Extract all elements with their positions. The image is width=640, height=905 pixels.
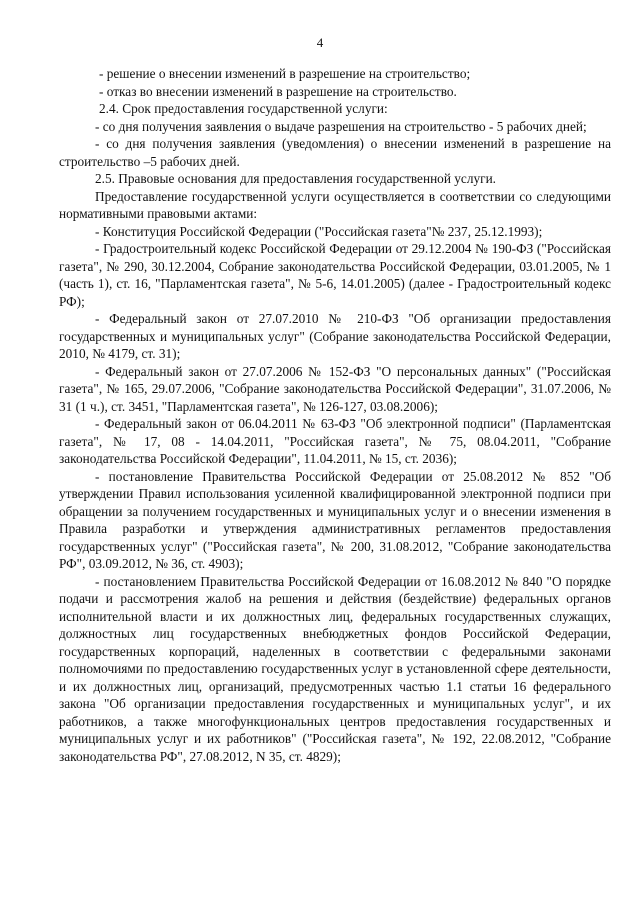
paragraph: - Конституция Российской Федерации ("Российская газета"№ 237, 25.12.1993); <box>95 223 543 239</box>
paragraph: - постановлением Правительства Российской Федерации от 16.08.2012 № 840 "О порядке подачи и рассмотрения жалоб на решения и действия (бездействие) федеральных органов исполнительной власти и их должностных лиц, федеральных государственных служащих, должностных лиц государственных внебюджетных фондов Российской Федерации, государственных корпораций, наделенных в соответствии с федеральными законами полномочиями по предоставлению государственных услуг в установленной сфере деятельности, и их должностных лиц, организаций, предусмотренных частью 1.1 статьи 16 федерального закона "Об организации предоставления государственных и муниципальных услуг", и их работников, а также многофункциональных центров предоставления государственных и муниципальных услуг и их работников" ("Российская газета", № 192, 22.08.2012, "Собрание законодательства РФ", 27.08.2012, N 35, ст. 4829); <box>59 573 611 764</box>
paragraph: - Федеральный закон от 06.04.2011 № 63-ФЗ "Об электронной подписи" (Парламентская газета", № 17, 08 - 14.04.2011, "Российская газета", № 75, 08.04.2011, "Собрание законодательства Российской Федерации", 11.04.2011, № 15, ст. 2036); <box>59 416 611 466</box>
paragraph: - Федеральный закон от 27.07.2010 № 210-ФЗ "Об организации предоставления государственных и муниципальных услуг" (Собрание законодательства Российской Федерации, 2010, № 4179, ст. 31); <box>59 311 611 361</box>
paragraph: 2.5. Правовые основания для предоставления государственной услуги. <box>95 171 497 186</box>
paragraph: - со дня получения заявления о выдаче разрешения на строительство - 5 рабочих дней; <box>95 118 587 134</box>
paragraph: - Федеральный закон от 27.07.2006 № 152-ФЗ "О персональных данных" ("Российская газета", № 165, 29.07.2006, "Собрание законодательства Российской Федерации", 31.07.2006, № 31 (1 ч.), ст. 3451, "Парламентская газета", № 126-127, 03.08.2006); <box>59 363 611 414</box>
paragraph: - отказ во внесении изменений в разрешение на строительство. <box>99 83 457 99</box>
paragraph: - Градостроительный кодекс Российской Федерации от 29.12.2004 № 190-ФЗ ("Российская газета", № 290, 30.12.2004, Собрание законодательства Российской Федерации, 03.01.2005, № 1 (часть 1), ст. 16, "Парламентская газета", № 5-6, 14.01.2005) (далее - Градостроительный кодекс РФ); <box>59 241 611 309</box>
paragraph: - со дня получения заявления (уведомления) о внесении изменений в разрешение на строительство –5 рабочих дней. <box>59 136 611 169</box>
page-number: 4 <box>316 35 324 50</box>
paragraph: - решение о внесении изменений в разрешение на строительство; <box>99 66 471 81</box>
paragraph: 2.4. Срок предоставления государственной услуги: <box>99 101 388 116</box>
paragraph: - постановление Правительства Российской Федерации от 25.08.2012 № 852 "Об утверждении Правил использования усиленной квалифицированной электронной подписи при обращении за получением государственных и муниципальных услуг и о внесении изменения в Правила разработки и утверждения административных регламентов предоставления государственных услуг" ("Российская газета", № 200, 31.08.2012, "Собрание законодательства РФ", 03.09.2012, № 36, ст. 4903); <box>59 468 611 571</box>
document-body <box>59 65 611 765</box>
paragraph: Предоставление государственной услуги осуществляется в соответствии со следующими нормативными правовыми актами: <box>59 188 611 221</box>
